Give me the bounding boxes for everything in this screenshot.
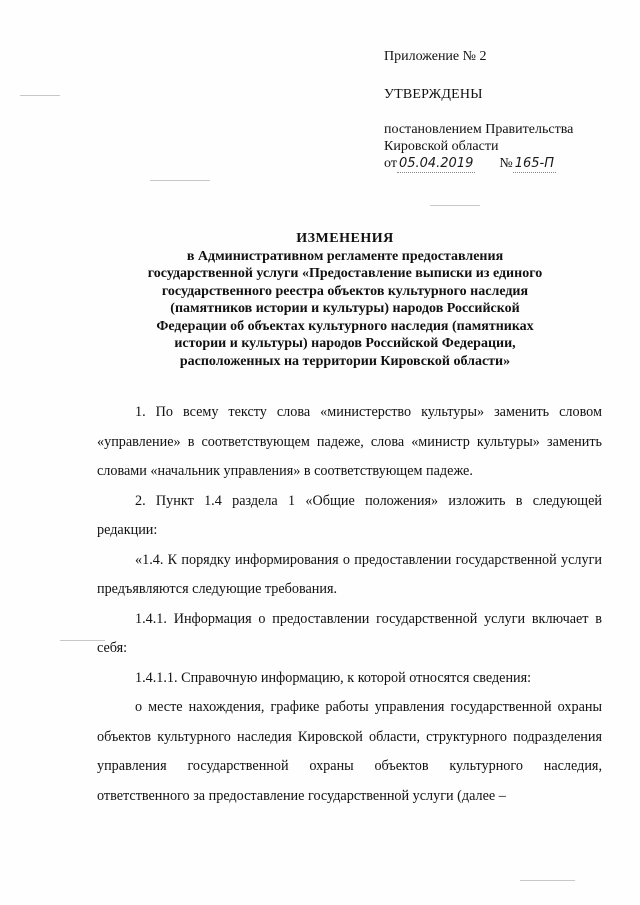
decree-date: 05.04.2019 xyxy=(398,156,474,171)
scan-artifact xyxy=(150,180,210,181)
paragraph-3: «1.4. К порядку информирования о предоставлении государственной услуги предъявляются следующие требования. xyxy=(97,551,602,597)
title-line: Федерации об объектах культурного наследия (памятниках xyxy=(156,318,534,334)
title-line: государственной услуги «Предоставление выписки из единого xyxy=(147,266,543,281)
title-line: государственного реестра объектов культурного наследия xyxy=(161,283,529,299)
date-prefix: от xyxy=(384,156,397,171)
title-line: в Административном регламенте предоставления xyxy=(186,248,504,264)
scan-artifact xyxy=(430,205,480,206)
scan-artifact xyxy=(20,95,60,96)
paragraph-4: 1.4.1. Информация о предоставлении государственной услуги включает в себя: xyxy=(97,610,602,656)
paragraph-1: 1. По всему тексту слова «министерство культуры» заменить словом «управление» в соответствующем падеже, слова «министр культуры» заменить словами «начальник управления» в соответствующем падеже. xyxy=(97,404,602,479)
document-body xyxy=(97,398,602,811)
document-title xyxy=(110,230,580,370)
title-line: истории и культуры) народов Российской Федерации, xyxy=(174,336,516,351)
decree-line-1: постановлением Правительства xyxy=(384,122,574,137)
appendix-label: Приложение № 2 xyxy=(384,49,487,64)
decree-date-line xyxy=(384,155,604,173)
number-label: № xyxy=(499,156,513,171)
paragraph-2: 2. Пункт 1.4 раздела 1 «Общие положения» изложить в следующей редакции: xyxy=(97,492,602,538)
approved-label: УТВЕРЖДЕНЫ xyxy=(384,87,483,102)
title-line: расположенных на территории Кировской области» xyxy=(179,353,511,369)
paragraph-6: о месте нахождения, графике работы управления государственной охраны объектов культурного наследия Кировской области, структурного подразделения управления государственной охраны объектов культурного наследия, ответственного за предоставление государственной услуги (далее – xyxy=(97,699,602,804)
scan-artifact xyxy=(520,880,575,881)
title-main: ИЗМЕНЕНИЯ xyxy=(296,231,394,246)
approval-block xyxy=(384,48,604,173)
decree-line-2: Кировской области xyxy=(384,139,499,154)
paragraph-5: 1.4.1.1. Справочную информацию, к которой относятся сведения: xyxy=(135,669,532,686)
decree-number: 165-П xyxy=(514,156,555,171)
title-line: (памятников истории и культуры) народов Российской xyxy=(170,301,520,316)
